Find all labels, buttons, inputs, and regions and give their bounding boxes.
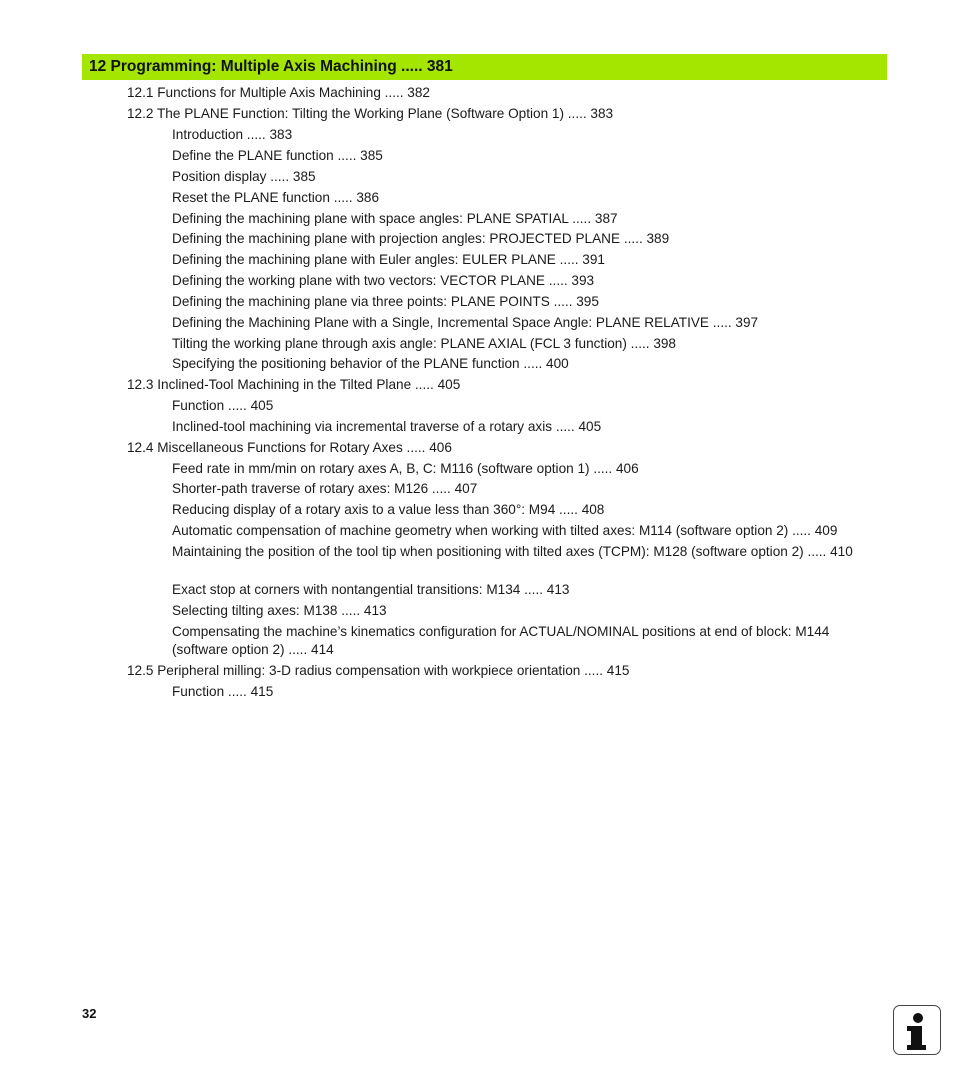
toc-entry-subsection: Selecting tilting axes: M138 ..... 413	[172, 603, 387, 618]
toc-entry-subsection: Defining the machining plane via three points: PLANE POINTS ..... 395	[172, 294, 599, 309]
toc-entry-subsection: Reset the PLANE function ..... 386	[172, 190, 380, 205]
toc-entry-subsection: Reducing display of a rotary axis to a value less than 360°: M94 ..... 408	[172, 502, 605, 517]
toc-entry-subsection: Feed rate in mm/min on rotary axes A, B, C: M116 (software option 1) ..... 406	[172, 461, 639, 476]
toc-entry-subsection: Tilting the working plane through axis angle: PLANE AXIAL (FCL 3 function) ..... 398	[172, 336, 676, 351]
toc-entry-subsection: Define the PLANE function ..... 385	[172, 148, 383, 163]
toc-entry-subsection: Exact stop at corners with nontangential transitions: M134 ..... 413	[172, 582, 570, 597]
toc-entry-subsection: Defining the Machining Plane with a Single, Incremental Space Angle: PLANE RELATIVE ..... 397	[172, 315, 759, 330]
toc-entry-subsection: Defining the working plane with two vectors: VECTOR PLANE ..... 393	[172, 273, 595, 288]
toc-entry-subsection: Defining the machining plane with projection angles: PROJECTED PLANE ..... 389	[172, 231, 670, 246]
toc-entry-section: 12.5 Peripheral milling: 3-D radius compensation with workpiece orientation ..... 415	[127, 663, 630, 678]
toc-entry-section: 12.4 Miscellaneous Functions for Rotary Axes ..... 406	[127, 440, 452, 455]
toc-entry-subsection: Inclined-tool machining via incremental traverse of a rotary axis ..... 405	[172, 419, 602, 434]
toc-entry-subsection: Function ..... 415	[172, 684, 274, 699]
toc-entry-subsection: Position display ..... 385	[172, 169, 316, 184]
page-number: 32	[82, 1006, 97, 1021]
toc-entry-subsection: Defining the machining plane with space angles: PLANE SPATIAL ..... 387	[172, 211, 618, 226]
toc-entry-subsection: Maintaining the position of the tool tip when positioning with tilted axes (TCPM): M128 (software option 2) ..... 410	[172, 544, 853, 559]
toc-entry-subsection: Shorter-path traverse of rotary axes: M126 ..... 407	[172, 481, 478, 496]
toc-entry-subsection: Compensating the machine’s kinematics configuration for ACTUAL/NOMINAL positions at end of block: M144 (software option 2) ..... 414	[172, 624, 830, 657]
toc-entry-subsection: Defining the machining plane with Euler angles: EULER PLANE ..... 391	[172, 252, 605, 267]
toc-entry-subsection: Introduction ..... 383	[172, 127, 293, 142]
toc-entry-section: 12.1 Functions for Multiple Axis Machining ..... 382	[127, 85, 430, 100]
toc-entry-section: 12.2 The PLANE Function: Tilting the Working Plane (Software Option 1) ..... 383	[127, 106, 614, 121]
toc-entry-subsection: Automatic compensation of machine geometry when working with tilted axes: M114 (software option 2) ..... 409	[172, 523, 838, 538]
toc-entry-subsection: Function ..... 405	[172, 398, 274, 413]
toc-entry-subsection: Specifying the positioning behavior of the PLANE function ..... 400	[172, 356, 569, 371]
toc-entry-section: 12.3 Inclined-Tool Machining in the Tilted Plane ..... 405	[127, 377, 461, 392]
chapter-heading: 12 Programming: Multiple Axis Machining ..... 381	[82, 54, 887, 80]
info-icon	[893, 1005, 941, 1055]
